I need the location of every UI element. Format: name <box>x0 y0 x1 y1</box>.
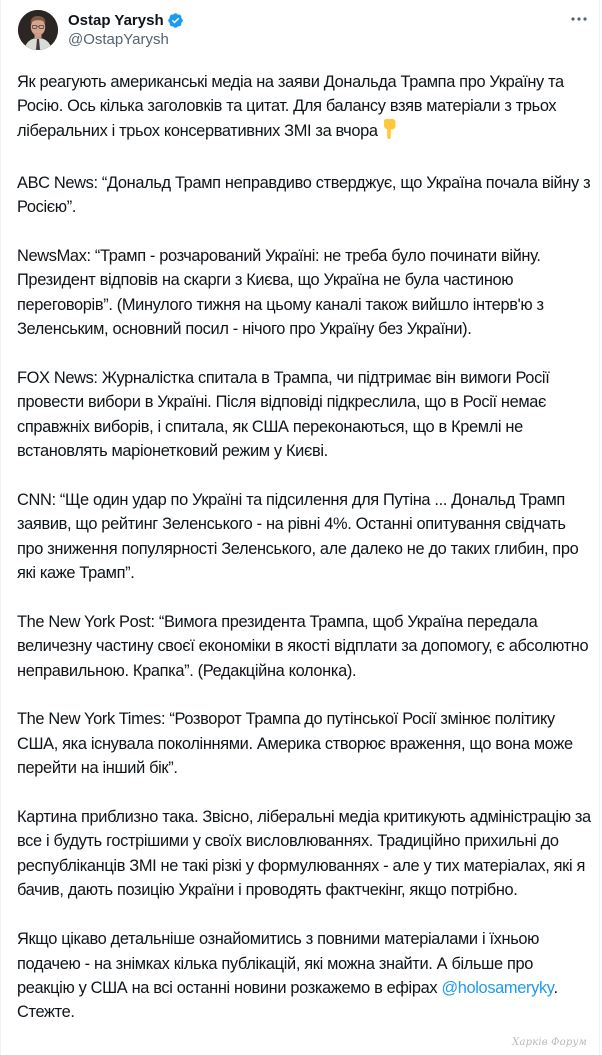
paragraph-text: ABC News: “Дональд Трамп неправдиво стверджує, що Україна почала війну з Росією”. <box>17 173 595 217</box>
paragraph-text: Картина приблизно така. Звісно, ліберальні медіа критикують адміністрацію за все і будуть гострішими у своїх висловлюваннях. Традиційно прихильні до республіканців ЗМІ не такі різкі у формулюваннях - але у тих матеріалах, які я бачив, дають позицію України і проводять фактчекінг, якщо потрібно. <box>17 808 596 900</box>
mention-link-holosameryky[interactable]: @holosameryky <box>441 978 554 997</box>
tweet-paragraph-abc <box>17 171 595 220</box>
author-avatar[interactable] <box>18 10 58 50</box>
tweet-text <box>17 70 596 1049</box>
tweet-paragraph-intro <box>17 70 592 146</box>
paragraph-text: FOX News: Журналістка спитала в Трампа, чи підтримає він вимоги Росії провести вибори в Україні. Після відповіді підкреслила, що в Росії немає справжніх виборів, і спитала, як США переконаються, що в Кремлі не встановлять маріонетковий режим у Києві. <box>17 368 554 461</box>
tweet-paragraph-outro <box>17 927 592 1025</box>
pointing-down-emoji-icon <box>382 119 396 146</box>
paragraph-text: The New York Post: “Вимога президента Трампа, щоб Україна передала величезну частину своєї економіки в якості відплати за допомогу, є абсолютно неправильною. Крапка”. (Редакційна колонка). <box>17 612 593 680</box>
watermark: Харків Форум <box>512 1037 587 1048</box>
tweet-paragraph-newsmax <box>17 244 592 342</box>
paragraph-text: CNN: “Ще один удар по Україні та підсилення для Путіна ... Дональд Трамп заявив, що рейтинг Зеленського - на рівні 4%. Останні опитування свідчать про зниження популярності Зеленського, але далеко не до таких глибин, про які каже Трамп”. <box>17 490 583 583</box>
user-avatar-icon <box>18 10 58 50</box>
tweet-paragraph-nytimes <box>17 707 592 780</box>
tweet-header <box>18 9 587 51</box>
display-name-row <box>68 11 184 30</box>
tweet-paragraph-nypost <box>17 610 592 683</box>
author-handle[interactable]: @OstapYarysh <box>68 31 169 48</box>
more-options-icon <box>570 16 588 22</box>
paragraph-suffix: . Стежте. <box>17 978 562 1022</box>
tweet-paragraph-cnn <box>17 488 592 586</box>
more-options-button[interactable] <box>568 8 590 30</box>
author-names <box>68 11 184 49</box>
tweet-paragraph-summary <box>17 805 596 903</box>
paragraph-text: Як реагують американські медіа на заяви Дональда Трампа про Україну та Росію. Ось кілька заголовків та цитат. Для балансу взяв матеріали з трьох ліберальних і трьох консервативних ЗМІ за вчора <box>17 73 569 140</box>
tweet-paragraph-fox <box>17 366 592 464</box>
paragraph-text: Якщо цікаво детальніше ознайомитись з повними матеріалами і їхньою подачею - на знімках кілька публікацій, які можна знайти. А більше про реакцію у США на всі останні новини розкажемо в ефірах <box>17 930 544 997</box>
paragraph-text: The New York Times: “Розворот Трампа до путінської Росії змінює політику США, яка існувала поколіннями. Америка створює враження, що вона може перейти на інший бік”. <box>17 710 577 778</box>
author-display-name[interactable]: Ostap Yarysh <box>68 12 164 29</box>
verified-badge-icon[interactable] <box>167 12 184 29</box>
paragraph-text: NewsMax: “Трамп - розчарований Україні: не треба було починати війну. Президент відповів на скарги з Києва, що Україна не була частиною переговорів”. (Минулого тижня на цьому каналі також вийшло інтерв'ю з Зеленським, основний посил - нічого про Україну без України). <box>17 246 548 339</box>
